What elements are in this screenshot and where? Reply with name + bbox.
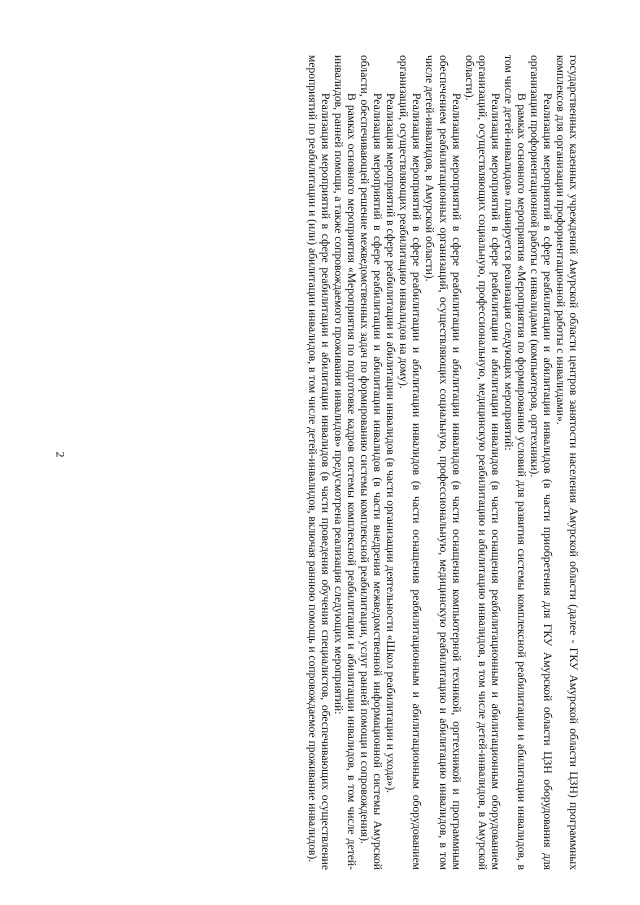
paragraph-continuation: государственных казенных учреждений Амурской области центров занятости населения Амурской области (далее - ГКУ Амурской области ЦЗН) программных комплексов для организации профориентационной работы с инвалидами». [553, 55, 580, 870]
paragraph: Реализация мероприятий в сфере реабилитации и абилитации инвалидов (в части оснащения реабилитационным и абилитационным оборудованием организаций, осуществляющих социальную, профессиональную, медицинскую реабилитацию и абилитацию инвалидов, в том числе детей-инвалидов, в Амурской области). [462, 55, 502, 870]
paragraph: В рамках основного мероприятия «Мероприятия по формированию условий для развития системы комплексной реабилитации и абилитации инвалидов, в том числе детей-инвалидов» планируется реализация следующих мероприятий: [501, 55, 528, 870]
paragraph: Реализация мероприятий в сфере реабилитации и абилитации инвалидов (в части внедрения межведомственной информационной системы Амурской области, обеспечивающей решение межведомственных задач по формированию системы комплексной реабилитации, услуг ранней помощи и сопровождения). [358, 55, 385, 870]
paragraph: Реализация мероприятий в сфере реабилитации и абилитации инвалидов (в части проведения обучения специалистов, обеспечивающих осуществление мероприятий по реабилитации и (или) абилитации инвалидов, в том числе детей-инвалидов, включая раннюю помощь и сопровождаемое проживание инвалидов). [306, 55, 333, 870]
paragraph: Реализация мероприятий в сфере реабилитации и абилитации инвалидов (в части оснащения компьютерной техникой, оргтехникой и программным обеспечением реабилитационных организаций, осуществляющих социальную, профессиональную, медицинскую реабилитацию и абилитацию инвалидов, в том числе детей-инвалидов, в Амурской области). [423, 55, 463, 870]
paragraph: В рамках основного мероприятия «Мероприятия по подготовке кадров системы комплексной реабилитации и абилитации инвалидов, в том числе детей-инвалидов, ранней помощи, а также сопровождаемого проживания инвалидов» предусмотрена реализация следующих мероприятий: [332, 55, 359, 870]
page-number: 2 [53, 451, 68, 458]
paragraph: Реализация мероприятий в сфере реабилитации и абилитации инвалидов (в части приобретения для ГКУ Амурской области ЦЗН оборудования для организации профориентационной работы с инвалидами (компьютеров, оргтехники). [527, 55, 554, 870]
paragraph: Реализация мероприятий в сфере реабилитации и абилитации инвалидов (в части оснащения реабилитационным и абилитационным оборудованием организаций, осуществляющих реабилитацию инвалидов на дому). [397, 55, 424, 870]
body-text [110, 55, 580, 870]
paragraph: Реализация мероприятий в сфере реабилитации и абилитации инвалидов (в части организации деятельности «Школ реабилитации и ухода»). [384, 93, 398, 794]
rotated-text-area [110, 55, 580, 870]
